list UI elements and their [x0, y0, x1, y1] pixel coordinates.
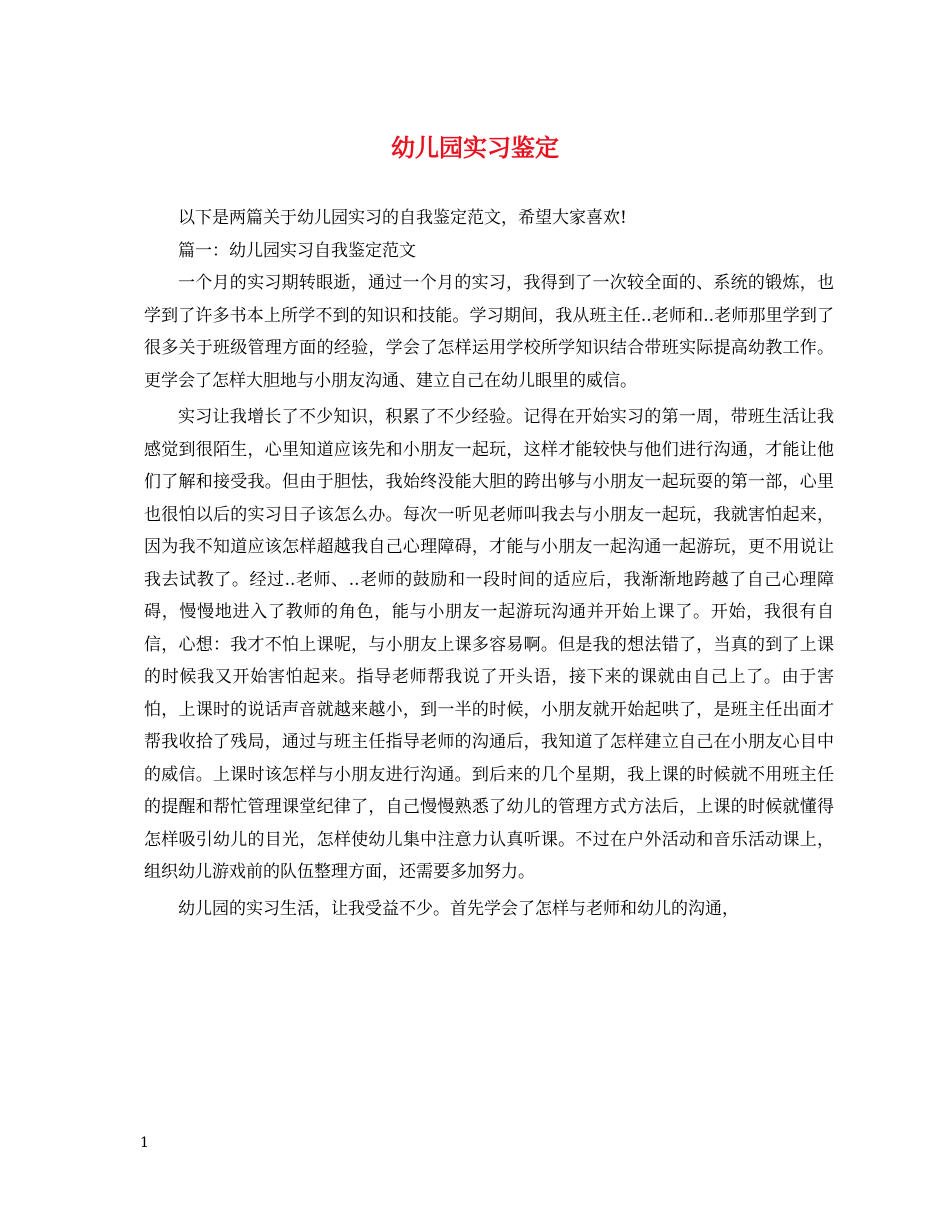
- paragraph-section-heading: 篇一：幼儿园实习自我鉴定范文: [178, 240, 416, 261]
- document-title: 幼儿园实习鉴定: [391, 133, 559, 162]
- paragraph-3: 幼儿园的实习生活，让我受益不少。首先学会了怎样与老师和幼儿的沟通，: [178, 898, 739, 919]
- document-body: [144, 202, 834, 925]
- page-number: 1: [140, 1135, 149, 1151]
- paragraph-2: 实习让我增长了不少知识，积累了不少经验。记得在开始实习的第一周，带班生活让我感觉到很陌生，心里知道应该先和小朋友一起玩，这样才能较快与他们进行沟通，才能让他们了解和接受我。但由于胆怯，我始终没能大胆的跨出够与小朋友一起玩耍的第一部，心里也很怕以后的实习日子该怎么办。每次一听见老师叫我去与小朋友一起玩，我就害怕起来，因为我不知道应该怎样超越我自己心理障碍，才能与小朋友一起沟通一起游玩，更不用说让我去试教了。经过..老师、..老师的鼓励和一段时间的适应后，我渐渐地跨越了自己心理障碍，慢慢地进入了教师的角色，能与小朋友一起游玩沟通并开始上课了。开始，我很有自信，心想：我才不怕上课呢，与小朋友上课多容易啊。但是我的想法错了，当真的到了上课的时候我又开始害怕起来。指导老师帮我说了开头语，接下来的课就由自己上了。由于害怕，上课时的说话声音就越来越小，到一半的时候，小朋友就开始起哄了，是班主任出面才帮我收拾了残局，通过与班主任指导老师的沟通后，我知道了怎样建立自己在小朋友心目中的威信。上课时该怎样与小朋友进行沟通。到后来的几个星期，我上课的时候就不用班主任的提醒和帮忙管理课堂纪律了，自己慢慢熟悉了幼儿的管理方式方法后，上课的时候就懂得怎样吸引幼儿的目光，怎样使幼儿集中注意力认真听课。不过在户外活动和音乐活动课上，组织幼儿游戏前的队伍整理方面，还需要多加努力。: [144, 407, 834, 882]
- paragraph-1: 一个月的实习期转眼逝，通过一个月的实习，我得到了一次较全面的、系统的锻炼，也学到了许多书本上所学不到的知识和技能。学习期间，我从班主任..老师和..老师那里学到了很多关于班级管理方面的经验，学会了怎样运用学校所学知识结合带班实际提高幼教工作。更学会了怎样大胆地与小朋友沟通、建立自己在幼儿眼里的威信。: [144, 273, 834, 391]
- paragraph-intro: 以下是两篇关于幼儿园实习的自我鉴定范文，希望大家喜欢!: [178, 208, 627, 228]
